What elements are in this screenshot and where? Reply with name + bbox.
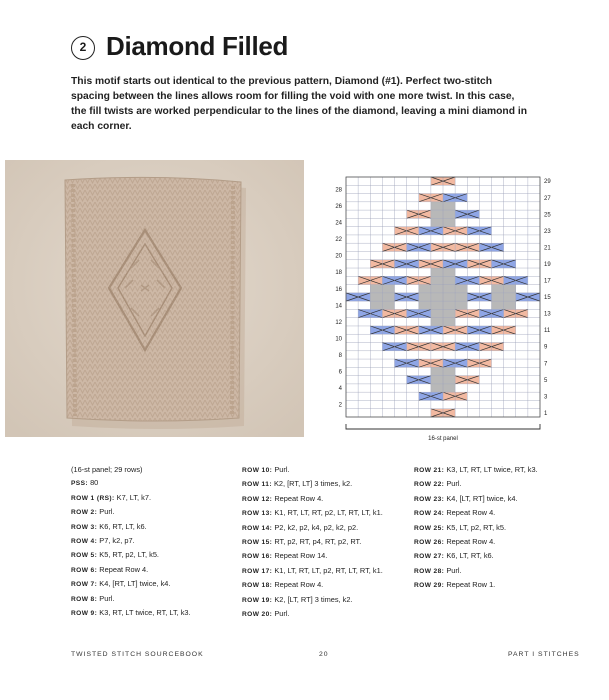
instruction-row — [414, 506, 538, 520]
purl-cell — [492, 301, 504, 309]
purl-cell — [443, 301, 455, 309]
instruction-label: ROW 15: — [242, 539, 273, 547]
purl-cell — [370, 301, 382, 309]
instruction-row — [242, 506, 383, 520]
instruction-row — [414, 578, 538, 592]
stitch-chart — [316, 160, 576, 450]
instruction-text: Purl. — [99, 593, 115, 603]
purl-cell — [504, 285, 516, 293]
purl-cell — [443, 276, 455, 284]
row-number-left: 14 — [335, 303, 342, 310]
instruction-row — [242, 521, 383, 535]
purl-cell — [443, 318, 455, 326]
instruction-label: ROW 12: — [242, 495, 273, 503]
purl-cell — [455, 285, 467, 293]
instruction-text: K5, RT, p2, LT, k5. — [99, 550, 159, 560]
row-number-right: 27 — [544, 195, 551, 202]
instruction-text: K6, RT, LT, k6. — [99, 521, 147, 531]
row-number-right: 25 — [544, 212, 551, 219]
instruction-text: 80 — [90, 478, 99, 488]
row-number-right: 29 — [544, 179, 551, 186]
instruction-text: K4, [RT, LT] twice, k4. — [99, 579, 171, 589]
row-number-right: 23 — [544, 228, 551, 235]
row-number-left: 18 — [335, 270, 342, 277]
purl-cell — [443, 285, 455, 293]
row-number-right: 1 — [544, 410, 548, 417]
purl-cell — [443, 384, 455, 392]
row-number-left: 26 — [335, 204, 342, 211]
instruction-label: ROW 27: — [414, 553, 445, 561]
instruction-row — [71, 476, 191, 490]
instruction-label: ROW 17: — [242, 567, 273, 575]
instruction-text: K4, [LT, RT] twice, k4. — [446, 493, 518, 503]
row-number-left: 28 — [335, 187, 342, 194]
instruction-label: ROW 7: — [71, 581, 98, 589]
purl-cell — [431, 309, 443, 317]
row-number-right: 21 — [544, 245, 551, 252]
purl-cell — [370, 285, 382, 293]
instruction-row — [242, 578, 383, 592]
instruction-row — [242, 607, 383, 621]
purl-cell — [455, 301, 467, 309]
instruction-row — [71, 505, 191, 519]
instruction-text: Purl. — [446, 565, 462, 575]
instruction-row — [71, 491, 191, 505]
chart-grid — [316, 160, 576, 450]
row-number-right: 17 — [544, 278, 551, 285]
purl-cell — [431, 276, 443, 284]
instruction-row — [414, 492, 538, 506]
instruction-row — [242, 549, 383, 563]
purl-cell — [504, 293, 516, 301]
purl-cell — [382, 285, 394, 293]
instruction-label: ROW 8: — [71, 595, 98, 603]
row-number-left: 24 — [335, 220, 342, 227]
instruction-label: ROW 6: — [71, 566, 98, 574]
instruction-text: Repeat Row 4. — [446, 537, 496, 547]
instruction-label: ROW 26: — [414, 539, 445, 547]
row-number-right: 7 — [544, 361, 548, 368]
instruction-text: P2, k2, p2, k4, p2, k2, p2. — [274, 522, 359, 532]
purl-cell — [443, 202, 455, 210]
instruction-row — [71, 563, 191, 577]
row-number-right: 19 — [544, 261, 551, 268]
instruction-row — [242, 477, 383, 491]
instruction-row — [414, 549, 538, 563]
row-number-left: 20 — [335, 253, 342, 260]
instruction-text: Repeat Row 4. — [446, 508, 496, 518]
purl-cell — [443, 367, 455, 375]
row-number-left: 4 — [338, 386, 342, 393]
instruction-text: K3, RT, LT twice, RT, LT, k3. — [99, 608, 191, 618]
instruction-text: K6, LT, RT, k6. — [446, 551, 494, 561]
purl-cell — [504, 301, 516, 309]
instruction-text: Repeat Row 4. — [99, 564, 149, 574]
row-number-left: 12 — [335, 319, 342, 326]
instruction-label: ROW 13: — [242, 510, 273, 518]
instruction-label: ROW 20: — [242, 611, 273, 619]
instruction-row — [242, 463, 383, 477]
instruction-text: Repeat Row 14. — [274, 551, 328, 561]
instructions-column-3 — [414, 463, 538, 593]
page-title: Diamond Filled — [106, 31, 289, 61]
instruction-label: ROW 9: — [71, 610, 98, 618]
instruction-text: Repeat Row 4. — [274, 580, 324, 590]
instruction-label: ROW 14: — [242, 524, 273, 532]
footer-section: PART I STITCHES — [508, 651, 580, 658]
instruction-text: Repeat Row 1. — [446, 580, 496, 590]
purl-cell — [431, 285, 443, 293]
purl-cell — [431, 318, 443, 326]
purl-cell — [419, 293, 431, 301]
row-number-left: 22 — [335, 237, 342, 244]
instruction-text: K1, LT, RT, LT, p2, RT, LT, RT, k1. — [274, 565, 383, 575]
swatch-illustration — [5, 160, 304, 437]
row-number-left: 16 — [335, 286, 342, 293]
instruction-label: ROW 3: — [71, 523, 98, 531]
instruction-text: Purl. — [99, 507, 115, 517]
intro-paragraph: This motif starts out identical to the previous pattern, Diamond (#1). Perfect two-stitch spacing between the lines allows room for filling the void with one more twist. In this case, the fill twists are worked perpendicular to the lines of the diamond, leaving a mini diamond in each corner. — [71, 76, 527, 132]
instruction-row — [71, 463, 191, 476]
row-number-left: 6 — [338, 369, 342, 376]
instruction-row — [71, 577, 191, 591]
instruction-row — [242, 593, 383, 607]
instruction-row — [414, 521, 538, 535]
purl-cell — [492, 285, 504, 293]
pattern-number-badge: 2 — [71, 36, 95, 60]
instruction-label: ROW 28: — [414, 567, 445, 575]
instruction-row — [71, 534, 191, 548]
knitted-swatch-photo — [5, 160, 304, 437]
row-number-left: 8 — [338, 353, 342, 359]
instruction-text: P7, k2, p7. — [99, 536, 135, 546]
instruction-label: ROW 5: — [71, 552, 98, 560]
instruction-label: ROW 21: — [414, 467, 445, 474]
purl-cell — [431, 367, 443, 375]
instruction-row — [414, 463, 538, 477]
purl-cell — [455, 293, 467, 301]
purl-cell — [492, 293, 504, 301]
instruction-label: ROW 22: — [414, 481, 445, 489]
footer-book-title: TWISTED STITCH SOURCEBOOK — [71, 651, 204, 658]
purl-cell — [431, 210, 443, 218]
instruction-text: K2, [LT, RT] 3 times, k2. — [274, 594, 353, 604]
instruction-text: K1, RT, LT, RT, p2, LT, RT, LT, k1. — [274, 508, 383, 518]
instruction-text: (16-st panel; 29 rows) — [71, 465, 143, 474]
row-number-right: 5 — [544, 377, 548, 384]
row-number-right: 3 — [544, 394, 548, 401]
instruction-text: Repeat Row 4. — [274, 493, 324, 503]
instruction-label: ROW 23: — [414, 495, 445, 503]
instruction-text: K3, LT, RT, LT twice, RT, k3. — [446, 465, 538, 474]
instruction-row — [71, 520, 191, 534]
purl-cell — [443, 210, 455, 218]
instruction-row — [71, 548, 191, 562]
purl-cell — [419, 285, 431, 293]
purl-cell — [382, 293, 394, 301]
purl-cell — [431, 384, 443, 392]
panel-label: 16-st panel — [428, 436, 458, 442]
instruction-text: RT, p2, RT, p4, RT, p2, RT. — [274, 537, 362, 547]
instruction-label: ROW 4: — [71, 538, 98, 546]
row-number-right: 11 — [544, 328, 551, 335]
instruction-row — [414, 564, 538, 578]
purl-cell — [443, 309, 455, 317]
panel-bracket — [346, 424, 540, 429]
row-number-right: 15 — [544, 295, 551, 302]
instruction-label: ROW 11: — [242, 481, 272, 489]
instruction-label: ROW 29: — [414, 582, 445, 590]
purl-cell — [382, 301, 394, 309]
purl-cell — [431, 376, 443, 384]
instruction-label: ROW 18: — [242, 582, 273, 590]
instruction-row — [242, 564, 383, 578]
instructions-column-1 — [71, 463, 191, 620]
purl-cell — [443, 376, 455, 384]
instruction-row — [414, 477, 538, 491]
instruction-text: K7, LT, k7. — [116, 492, 152, 502]
instruction-row — [71, 592, 191, 606]
purl-cell — [443, 218, 455, 226]
instruction-label: PSS: — [71, 480, 88, 488]
instruction-label: ROW 10: — [242, 467, 273, 474]
purl-cell — [431, 218, 443, 226]
instruction-row — [414, 535, 538, 549]
instruction-text: K5, LT, p2, RT, k5. — [446, 522, 507, 532]
row-number-right: 9 — [544, 344, 548, 351]
row-number-right: 13 — [544, 311, 551, 318]
purl-cell — [431, 268, 443, 276]
purl-cell — [443, 268, 455, 276]
instruction-row — [242, 535, 383, 549]
instruction-label: ROW 25: — [414, 524, 445, 532]
purl-cell — [431, 202, 443, 210]
instruction-text: Purl. — [274, 609, 290, 619]
instruction-label: ROW 24: — [414, 510, 445, 518]
row-number-left: 10 — [335, 336, 342, 343]
instruction-text: Purl. — [274, 465, 290, 474]
purl-cell — [419, 301, 431, 309]
footer-page-number: 20 — [319, 651, 329, 658]
purl-cell — [431, 301, 443, 309]
instruction-text: Purl. — [446, 479, 462, 489]
instruction-text: K2, [RT, LT] 3 times, k2. — [273, 479, 353, 489]
row-number-left: 2 — [338, 402, 342, 409]
instruction-label: ROW 1 (RS): — [71, 494, 115, 502]
instruction-label: ROW 2: — [71, 509, 98, 517]
instruction-row — [242, 492, 383, 506]
purl-cell — [443, 293, 455, 301]
instructions-column-2 — [242, 463, 383, 621]
instruction-label: ROW 16: — [242, 553, 273, 561]
purl-cell — [370, 293, 382, 301]
purl-cell — [431, 293, 443, 301]
instruction-label: ROW 19: — [242, 596, 273, 604]
instruction-row — [71, 606, 191, 620]
